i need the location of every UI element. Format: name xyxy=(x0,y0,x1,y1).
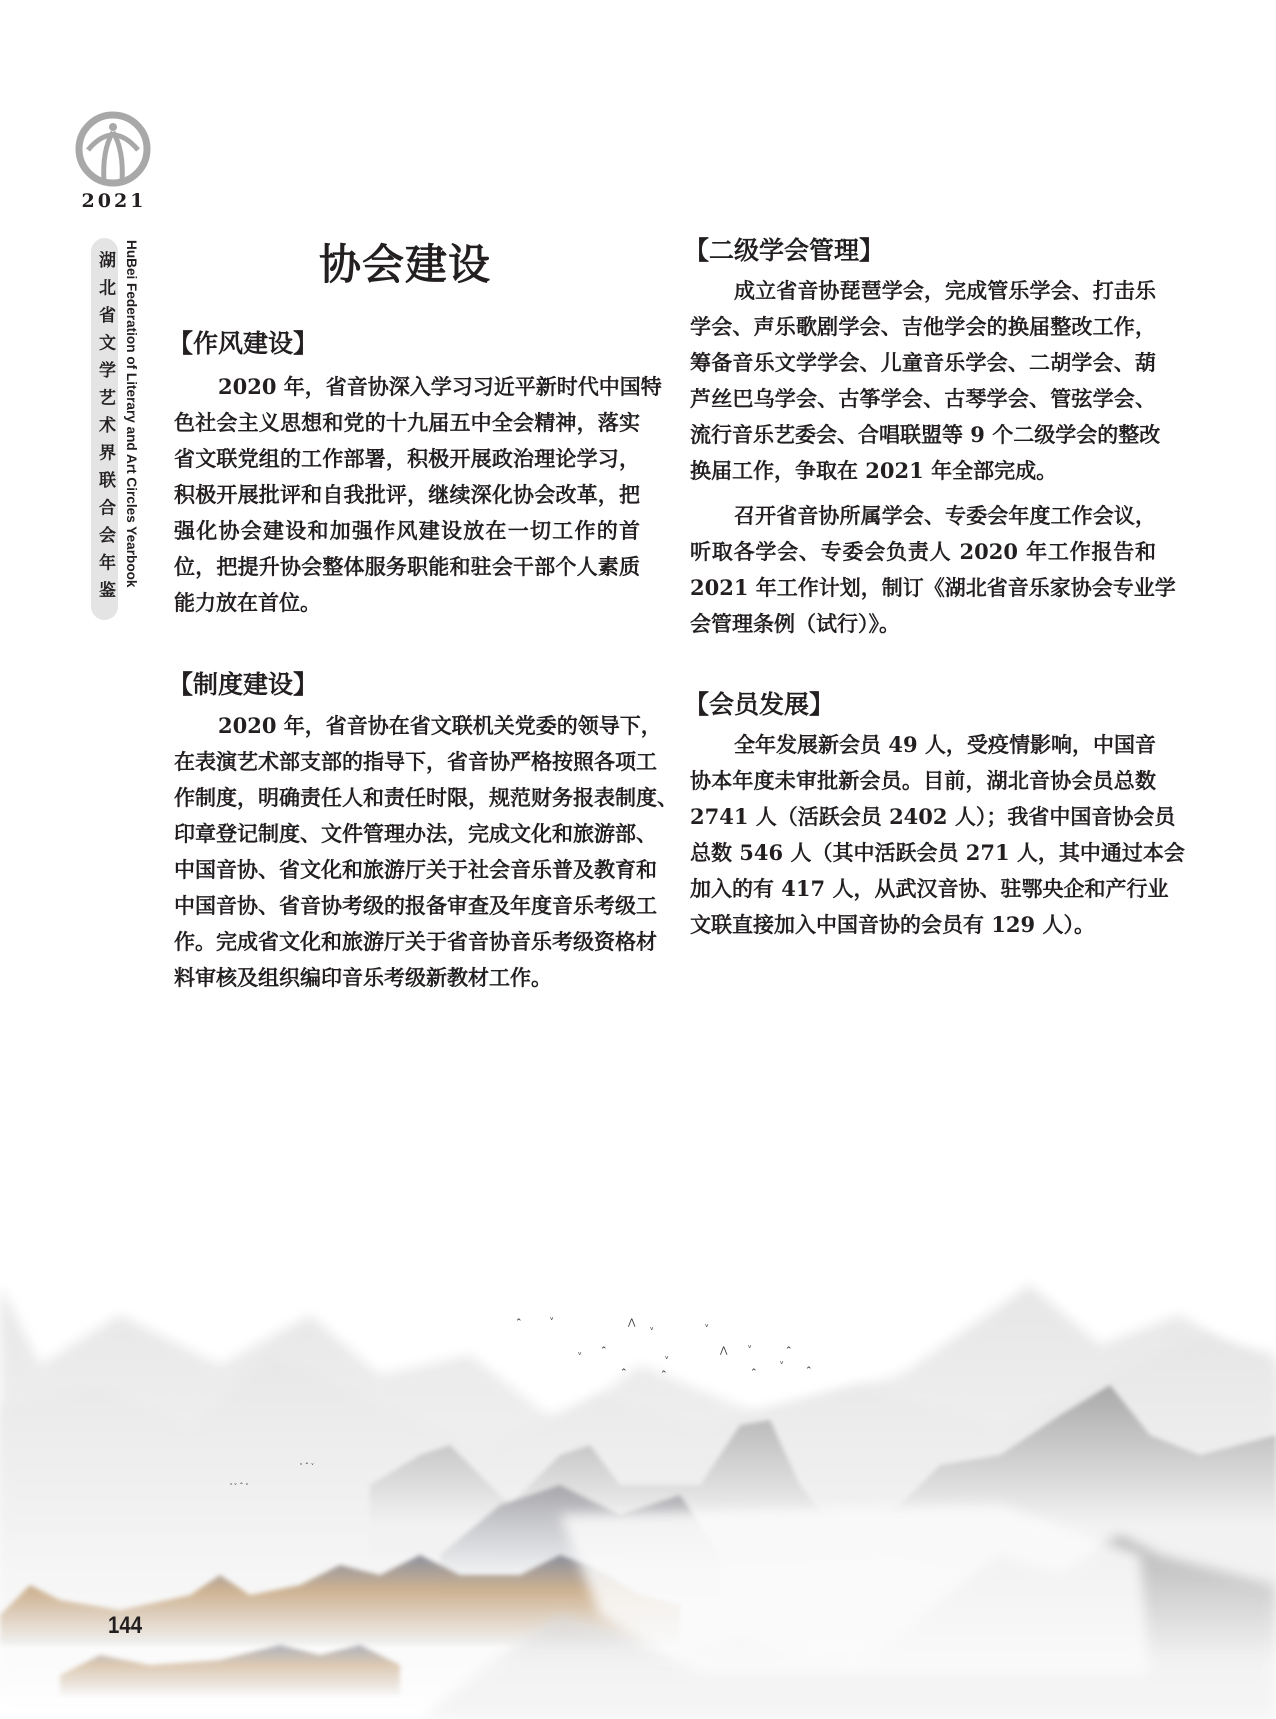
page-title: 协会建设 xyxy=(318,240,491,289)
text-line: 总数 546 人（其中活跃会员 271 人，其中通过本会 xyxy=(690,840,1185,865)
text-line: 省文联党组的工作部署，积极开展政治理论学习， xyxy=(174,446,640,471)
paragraph-erji-1 xyxy=(690,273,1161,489)
svg-text:⌃: ⌃ xyxy=(805,1366,813,1376)
text-line: 换届工作，争取在 2021 年全部完成。 xyxy=(690,458,1058,483)
text-line: 2020 年，省音协在省文联机关党委的领导下， xyxy=(218,713,662,738)
text-line: 流行音乐艺委会、合唱联盟等 9 个二级学会的整改 xyxy=(690,422,1161,447)
ink-landscape-illustration xyxy=(0,1255,1276,1719)
text-line: 文联直接加入中国音协的会员有 129 人）。 xyxy=(690,912,1095,937)
sidebar-title-en: HuBei Federation of Literary and Art Circles Yearbook xyxy=(124,240,139,588)
section-heading-erji: 【二级学会管理】 xyxy=(684,236,885,265)
text-line: 印章登记制度、文件管理办法，完成文化和旅游部、 xyxy=(174,821,657,846)
text-line: 2021 年工作计划，制订《湖北省音乐家协会专业学 xyxy=(690,575,1176,600)
sidebar-title-cn: 湖北省文学艺术界联合会年鉴 xyxy=(95,251,115,609)
text-line: 作。完成省文化和旅游厅关于省音协音乐考级资格材 xyxy=(174,929,657,954)
paragraph-zuofeng xyxy=(174,369,662,621)
text-line: 成立省音协琵琶学会，完成管乐学会、打击乐 xyxy=(734,278,1156,303)
text-line: 位，把提升协会整体服务职能和驻会干部个人素质 xyxy=(174,554,640,579)
text-line: 2741 人（活跃会员 2402 人）；我省中国音协会员 xyxy=(690,804,1176,829)
svg-text:⌃: ⌃ xyxy=(660,1370,668,1380)
text-line: 全年发展新会员 49 人，受疫情影响，中国音 xyxy=(734,732,1156,757)
text-line: 召开省音协所属学会、专委会年度工作会议， xyxy=(734,503,1156,528)
svg-text:ᵛ: ᵛ xyxy=(748,1344,752,1354)
section-heading-huiyuan: 【会员发展】 xyxy=(684,690,835,719)
text-line: 能力放在首位。 xyxy=(174,590,321,615)
svg-text:⌃: ⌃ xyxy=(785,1346,793,1356)
text-line: 加入的有 417 人，从武汉音协、驻鄂央企和产行业 xyxy=(690,876,1169,901)
text-line: 会管理条例（试行）》。 xyxy=(690,611,900,636)
yearbook-year: 2021 xyxy=(81,190,147,212)
text-line: 积极开展批评和自我批评，继续深化协会改革，把 xyxy=(174,482,640,507)
svg-text:⋀: ⋀ xyxy=(720,1346,728,1356)
page-number: 144 xyxy=(108,1612,143,1639)
text-line: 听取各学会、专委会负责人 2020 年工作报告和 xyxy=(690,539,1156,564)
text-line: 筹备音乐文学学会、儿童音乐学会、二胡学会、葫 xyxy=(690,350,1156,375)
svg-text:ᵛ: ᵛ xyxy=(705,1323,709,1333)
text-line: 强化协会建设和加强作风建设放在一切工作的首 xyxy=(174,518,640,543)
paragraph-erji-2 xyxy=(690,498,1176,642)
paragraph-zhidu xyxy=(174,708,678,996)
svg-text:ᵛ ᵛ ⌃ ᵛ: ᵛ ᵛ ⌃ ᵛ xyxy=(230,1482,249,1489)
svg-text:⌃: ⌃ xyxy=(620,1368,628,1378)
text-line: 料审核及组织编印音乐考级新教材工作。 xyxy=(174,965,552,990)
text-line: 学会、声乐歌剧学会、吉他学会的换届整改工作， xyxy=(690,314,1156,339)
svg-text:⋀: ⋀ xyxy=(628,1318,636,1328)
svg-text:⌃: ⌃ xyxy=(515,1318,523,1328)
text-line: 2020 年，省音协深入学习习近平新时代中国特 xyxy=(218,374,662,399)
svg-text:ᵛ: ᵛ xyxy=(650,1326,654,1336)
paragraph-huiyuan xyxy=(690,727,1185,943)
svg-text:ᵥ: ᵥ xyxy=(578,1348,582,1358)
text-line: 色社会主义思想和党的十九届五中全会精神，落实 xyxy=(174,410,640,435)
svg-text:ᵛ: ᵛ xyxy=(550,1316,554,1326)
section-heading-zhidu: 【制度建设】 xyxy=(168,670,319,699)
text-line: 中国音协、省文化和旅游厅关于社会音乐普及教育和 xyxy=(174,857,657,882)
svg-text:⌃: ⌃ xyxy=(750,1368,758,1378)
text-line: 作制度，明确责任人和责任时限，规范财务报表制度、 xyxy=(174,785,678,810)
section-heading-zuofeng: 【作风建设】 xyxy=(168,329,319,358)
text-line: 中国音协、省音协考级的报备审查及年度音乐考级工 xyxy=(174,893,657,918)
svg-text:⌃: ⌃ xyxy=(600,1346,608,1356)
svg-text:ᵛ: ᵛ xyxy=(780,1360,784,1370)
text-line: 芦丝巴乌学会、古筝学会、古琴学会、管弦学会、 xyxy=(690,386,1156,411)
text-line: 协本年度未审批新会员。目前，湖北音协会员总数 xyxy=(690,768,1156,793)
yearbook-logo xyxy=(74,110,152,188)
text-line: 在表演艺术部支部的指导下，省音协严格按照各项工 xyxy=(174,749,657,774)
svg-text:ᵥ: ᵥ xyxy=(665,1352,669,1362)
svg-text:ᵛ ⌃ ᵛ: ᵛ ⌃ ᵛ xyxy=(300,1462,314,1469)
